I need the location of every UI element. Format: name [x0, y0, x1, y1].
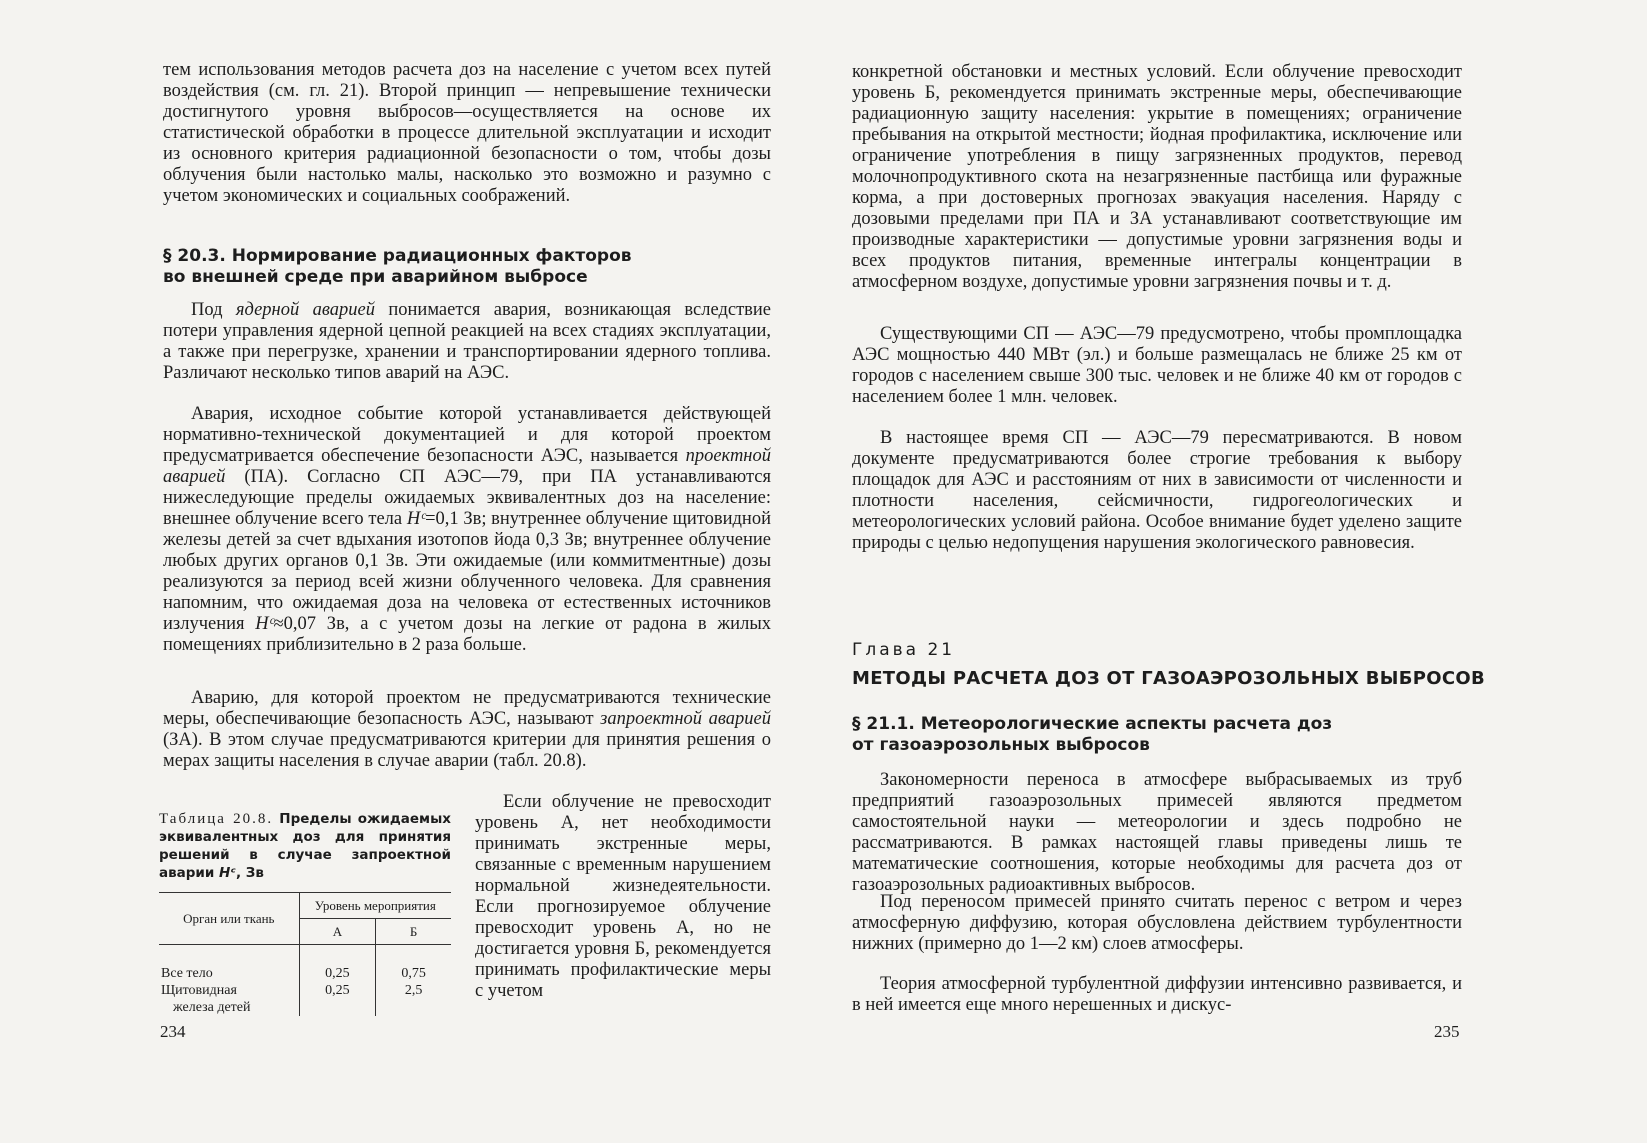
side-paragraph: Если облучение не превосходит уровень А, нет необходимости принимать экстренные меры, связанные с временным нарушением нормальной жизнедеятельности. Если прогнозируемое облучение превосходит уровень А, но не достигается уровня Б, рекомендуется принимать профилактические меры с учетом	[475, 792, 771, 1001]
section-heading-line: во внешней среде при аварийном выбросе	[163, 267, 588, 287]
table-unit: , Зв	[235, 865, 264, 881]
right-continuation-paragraph: конкретной обстановки и местных условий. Если облучение превосходит уровень Б, рекомендуется принимать экстренные меры, обеспечивающие радиационную защиту населения: укрытие в помещениях; ограничение пребывания на открытой местности; йодная профилактика, исключение или ограничение употребления в пищу загрязненных продуктов, перевод молочнопродуктивного скота на незагрязненные пастбища или фуражные корма, а при достоверных прогнозах эвакуация населения. Наряду с дозовыми пределами при ПА и ЗА устанавливают соответствующие им производные характеристики — допустимые уровни загрязнения воды и всех продуктов питания, временные интегралы концентрации в атмосферном воздухе, допустимые уровни загрязнения почвы и т. д.	[852, 62, 1462, 292]
dose-symbol: Hᶜ	[219, 865, 236, 881]
chapter-title: МЕТОДЫ РАСЧЕТА ДОЗ ОТ ГАЗОАЭРОЗОЛЬНЫХ ВЫБРОСОВ	[852, 668, 1485, 689]
section-heading-line: от газоаэрозольных выбросов	[852, 735, 1150, 755]
table-row	[159, 965, 451, 982]
text-run: Авария, исходное событие которой устанавливается действующей нормативно-технической документацией и для которой проектом предусматривается обеспечение безопасности АЭС, называется	[163, 404, 771, 466]
table-cell-b: 0,75	[401, 965, 426, 981]
column-header-level: Уровень мероприятия	[299, 893, 451, 919]
table-cell-b	[376, 999, 451, 1016]
atmospheric-transport-paragraph: Закономерности переноса в атмосфере выбрасываемых из труб предприятий газоаэрозольных примесей являются предметом самостоятельной науки — метеорологии и здесь подробно не рассматриваются. В рамках настоящей главы приведены лишь те математические соотношения, которые необходимы для расчета доз от газоаэрозольных радиоактивных выбросов.	[852, 770, 1462, 895]
text-run: (ЗА). В этом случае предусматриваются критерии для принятия решения о мерах защиты населения в случае аварии (табл. 20.8).	[163, 730, 771, 771]
table-cell-organ: железа детей	[159, 999, 299, 1016]
section-heading-line: § 21.1. Метеорологические аспекты расчета доз	[852, 714, 1333, 734]
column-header-a: А	[299, 919, 376, 945]
turbulence-theory-paragraph: Теория атмосферной турбулентной диффузии интенсивно развивается, и в ней имеется еще много нерешенных и дискус-	[852, 974, 1462, 1015]
italic-term: запроектной аварией	[600, 709, 771, 729]
column-header-organ: Орган или ткань	[159, 893, 299, 945]
italic-term: ядерной аварией	[235, 300, 375, 320]
table-cell-a: 0,25	[299, 965, 376, 982]
left-intro-paragraph: тем использования методов расчета доз на население с учетом всех путей воздействия (см. гл. 21). Второй принцип — непревышение технически достигнутого уровня выбросов—осуществляется на основе их статистической обработки в процессе длительной эксплуатации и исходит из основного критерия радиационной безопасности о том, чтобы дозы облучения были настолько малы, насколько это возможно и разумно с учетом экономических и социальных соображений.	[163, 60, 771, 206]
column-header-b: Б	[409, 924, 418, 939]
right-page	[824, 0, 1647, 1143]
text-run: (ПА). Согласно СП АЭС—79, при ПА устанавливаются нижеследующие пределы ожидаемых эквивалентных доз на население: внешнее облучение всего тела	[163, 467, 771, 529]
table-label: Таблица 20.8.	[159, 811, 274, 827]
dose-symbol: Hᶜ	[406, 509, 426, 529]
italic-term: проектной аварией	[163, 446, 771, 487]
dose-limits-table	[159, 892, 451, 1016]
text-run: Аварию, для которой проектом не предусматриваются технические меры, обеспечивающие безопасность АЭС, называют	[163, 688, 771, 729]
table-caption	[159, 810, 451, 882]
nuclear-accident-paragraph	[163, 300, 771, 384]
page-number-left: 234	[160, 1022, 186, 1041]
page-number-right: 235	[1434, 1022, 1460, 1041]
table-cell-organ: Щитовидная	[159, 982, 299, 999]
design-accident-paragraph	[163, 404, 771, 656]
table-cell-a: 0,25	[299, 982, 376, 999]
table-row	[159, 999, 451, 1016]
revision-paragraph: В настоящее время СП — АЭС—79 пересматриваются. В новом документе предусматриваются более строгие требования к выбору площадок для АЭС и расстояниям от них в зависимости от численности и плотности населения, сейсмичности, гидрогеологических и метеорологических условий района. Особое внимание будет уделено защите природы с целью недопущения нарушения экологического равновесия.	[852, 428, 1462, 553]
table-20-8	[159, 810, 451, 1016]
text-run: =0,1 Зв; внутреннее облучение щитовидной железы детей за счет вдыхания изотопов йода 0,3 Зв; внутреннее облучение любых других органов 0,1 Зв. Эти ожидаемые (или коммитментные) дозы реализуются за период всей жизни облученного человека. Для сравнения напомним, что ожидаемая доза на человека от естественных источников излучения	[163, 509, 771, 634]
siting-paragraph: Существующими СП — АЭС—79 предусмотрено, чтобы промплощадка АЭС мощностью 440 МВт (эл.) и больше размещалась не ближе 25 км от городов с населением свыше 300 тыс. человек и не ближе 40 км от городов с населением более 1 млн. человек.	[852, 324, 1462, 407]
table-cell-b: 2,5	[404, 982, 423, 998]
table-title: Пределы ожидаемых эквивалентных доз для принятия решений в случае запроектной аварии	[159, 811, 452, 881]
section-20-3-heading	[163, 246, 783, 288]
section-21-1-heading	[852, 714, 1462, 756]
table-cell-a	[299, 999, 376, 1016]
table-row	[159, 982, 451, 999]
text-run: понимается авария, возникающая вследствие потери управления ядерной цепной реакцией на всех стадиях эксплуатации, а также при перегрузке, хранении и транспортировании ядерного топлива. Различают несколько типов аварий на АЭС.	[163, 300, 771, 383]
text-run: Под	[191, 300, 236, 320]
beyond-design-accident-paragraph	[163, 688, 771, 772]
diffusion-paragraph: Под переносом примесей принято считать перенос с ветром и через атмосферную диффузию, которая обусловлена действием турбулентности нижних (примерно до 1—2 км) слоев атмосферы.	[852, 892, 1462, 954]
dose-symbol: Hᶜ	[255, 614, 274, 634]
section-heading-line: § 20.3. Нормирование радиационных факторов	[163, 246, 632, 266]
table-cell-organ: Все тело	[159, 965, 299, 982]
text-run: ≈0,07 Зв, а с учетом дозы на легкие от радона в жилых помещениях приблизительно в 2 раза больше.	[163, 614, 771, 655]
chapter-label: Глава 21	[852, 640, 956, 660]
